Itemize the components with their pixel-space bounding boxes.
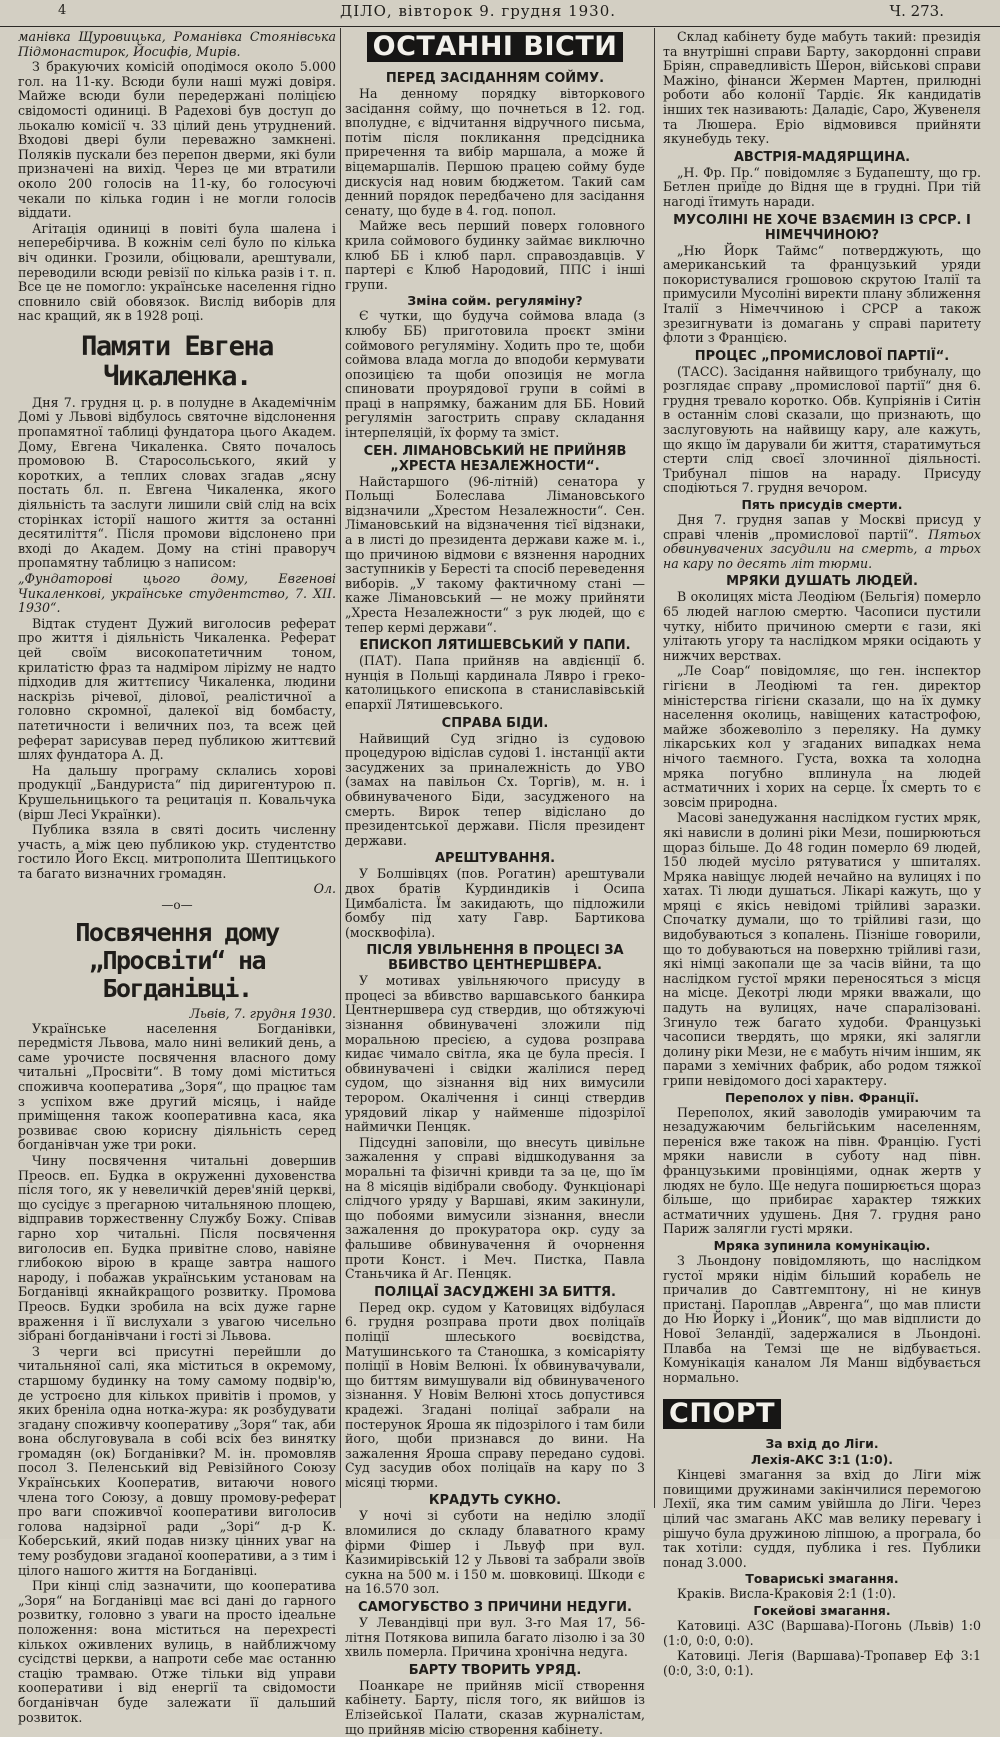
article-text: „Ню Йорк Таймс“ потверджують, що американський та французький уряди покористувалися грошовою скрутою Італії та примусили Мусоліні виректи плану зближення Італії з Німеччиною і СРСР а також зрезигнувати із домагань у справі паритету флоти з Францією. (663, 242, 981, 346)
article-text: Поанкаре не прийняв місії створення кабінету. Барту, після того, як вийшов із Елізейської Палати, сказав журналістам, що прийняв місію створення кабінету. (345, 1677, 645, 1737)
article-text: У Болшівцях (пов. Рогатин) арештували двох братів Курдиндиків і Осипа Цимбаліста. Їм закидають, що підложили бомбу під хату Гавр. Бартикова (москвофіла). (345, 866, 645, 940)
news-headline: МРЯКИ ДУШАТЬ ЛЮДЕЙ. (726, 574, 918, 590)
column-left (18, 29, 336, 1725)
article-text: Перед окр. судом у Катовицях відбулася 6. грудня розправа проти двох поліцаїв поліції шлеського воєвідства, Матушинського та Станошка, з комісаріяту поліції в Новім Велюні. Їх обвинувачували, що биттям вимушували від обвинуваченого зізнання. У Новім Велюні хтось допустився крадежі. Згадані поліцаї забрали на постерунок Яроша як підозрілого і там били його, щоби признався до вини. На зажалення Яроша справу передано судові. Суд засудив обох поліцаїв на кару по 3 місяці тюрми. (345, 1299, 645, 1490)
article-text-lead: Дня 7. грудня запав у Москві присуд у справі членів „промислової партії“. (663, 512, 981, 542)
news-headline: ЕПИСКОП ЛЯТИШЕВСЬКИЙ У ПАПИ. (359, 638, 631, 654)
article-text: „Ле Соар“ повідомляє, що ген. інспектор гігієни в Леодіюмі та ген. директор міністерства гігієни сказали, що на їх думку населення околиць, навіщених катастрофою, майже збожеволіло з переляку. На думку лікарських кол у згаданих випадках нема нічого таємного. Густа, вохка та холодна мряка погубно вплинула на людей астматичних і хорих на серце. Їх смерть то є зовсім природна. (663, 663, 981, 810)
article-text: Агітація одиниці в повіті була шалена і неперебірчива. В кожнім селі було по кілька віч одинки. Грозили, обіцювали, арештували, переводили всюди ревізії по кілька разів і т. п. Все це не помогло: українське населення гідно сповнило свій обовязок. Вислід виборів для нас кращий, як в 1928 році. (18, 220, 336, 324)
news-subheadline: Переполох у півн. Франції. (724, 1089, 920, 1105)
article-text: При кінці слід зазначити, що кооператива „Зоря“ на Богданівці має всі дані до гарного розвитку, головно з уваги на просто ідеальне положення: вона міститься на перехресті кількох оживлених вулиць, в найближчому сусідстві церкви, а напроти себе має останню стацію трамваю. Отже тільки від управи кооперативи і від енергії та свідомости богданівчан буде залежати її дальший розвиток. (18, 1578, 336, 1725)
match-result: Катовиці. Легія (Варшава)-Тропавер Еф 3:1 (0:0, 3:0, 0:1). (663, 1648, 981, 1678)
match-result: Краків. Висла-Краковія 2:1 (1:0). (677, 1586, 896, 1602)
news-subheadline: Мряка зупинила комунікацію. (713, 1237, 931, 1253)
article-text: Майже весь перший поверх головного крила соймового будинку займає виключно клюб ББ і клюб парл. справоздавців. У партері є Клюб Народовий, ППС і інші групи. (345, 218, 645, 292)
news-subheadline: Пять присудів смерти. (741, 497, 903, 513)
column-rule (340, 28, 341, 1508)
page-number: 4 (58, 3, 67, 18)
news-headline: БАРТУ ТВОРИТЬ УРЯД. (408, 1662, 582, 1678)
news-headline: АВСТРІЯ-МАДЯРЩИНА. (733, 149, 911, 165)
article-text: В околицях міста Леодіюм (Бельгія) померло 65 людей наглою смертю. Часописи пустили чутку, нібито причиною смерти є гази, які улітають угору та наслідком мряки осідають у нижчих верствах. (663, 589, 981, 663)
section-banner-sport: СПОРТ (663, 1399, 781, 1429)
news-headline: ПРОЦЕС „ПРОМИСЛОВОЇ ПАРТІЇ“. (694, 348, 950, 364)
news-headline: САМОГУБСТВО З ПРИЧИНИ НЕДУГИ. (358, 1600, 632, 1616)
inscription-text: „Фундаторові цього дому, Евгенові Чикаленкові, українське студентство, 7. XII. 1930“. (18, 571, 336, 616)
article-text: З черги всі присутні перейшли до читальняної салі, яка міститься в окремому, старшому будинку на тому самому подвір'ю, де устроєно для кількох привітів і промов, у яких бреніла одна нотка-журa: як розбудувати згадану споживчу кооперативу „Зоря“ так, аби вона обслуговувала в собі всіх без винятку громадян (ок) Богданівки? М. ін. промовляв посол З. Пеленський від Ревізійного Союзу Українських Кооператив, витаючи нового члена того Союзу, а довшу промову-реферат про ваги споживчої кооперативи виголосив голова надзірної ради „Зорі“ д-р К. Коберський, який подав низку цінних уваг на тему розбудови згаданої кооперативи, а з тим і цілого нашого життя на Богданівці. (18, 1343, 336, 1578)
match-result: Катовиці. АЗС (Варшава)-Погонь (Львів) 1:0 (1:0, 0:0, 0:0). (663, 1618, 981, 1648)
news-headline: ПЕРЕД ЗАСІДАННЯМ СОЙМУ. (385, 71, 605, 86)
sport-headline: Лехія-АКС 3:1 (1:0). (751, 1452, 893, 1468)
article-text: (ПАТ). Папа прийняв на авдієнції б. нунція в Польщі кардинала Лявро і греко-католицького епископа в станиславівській епархії Лятишевського. (345, 653, 645, 712)
column-rule (654, 28, 655, 1508)
article-text: Найстаршого (96-літній) сенатора у Польщі Болеслава Лімановського відзначили „Хрестом Незалежности“. Сен. Лімановський на відзначення тієї відзнаки, а в листі до президента держави каже м. і., що причиною відмови є вязнення народних заступників у Берестi та спосіб переведення виборів. „У такому фактичному стані — каже Лімановський — не можу прийняти „Хреста Незалежности“ з рук людей, що є тепер кермі держави“. (345, 473, 645, 635)
article-text: Відтак студент Дужий виголосив реферат про життя і діяльність Чикаленка. Реферат цей своїм високопатетичним тоном, крилатістю фраз та надміром лірizму не надто підходив для життєпису Чикаленка, людини наскрізь річевої, ділової, реалістичної а головно скромної, далекої від бомбасту, патетичности і величних поз, та всеж цей реферат зарисував перед публикою життєвий шлях фундатора А. Д. (18, 615, 336, 763)
article-text: Масові занедужання наслідком густих мряк, які нависли в долині ріки Мези, поширюються щораз більше. До 48 годин померло 69 людей, 150 людей мусіло рятуватися у шпиталях. Мряка навіщує людей нечайно на вулицях і по хатах. Ті люди душаться. Лікарі кажуть, що у мряці є якісь невідомі трійливі заразки. Спочатку думали, що то трійливі гази, що видобуваються з копалень. Пізніше говорили, що то добуваються на поверхню трійливі гази, які німці закопали ще за часів війни, та що наслідком густої мряки переносяться з місця на місце. Декотрі люди мряки вважали, що падуть на вулицях, наче спаралізовані. Згинуло теж багато худоби. Французькі часописи твердять, що мряки, які залягли долину ріки Мези, не є мабуть нічим іншим, як парами з хемічних фабрик, або родом тяжкої грипи невідомого досі характеру. (663, 810, 981, 1088)
article-text: У мотивах увільняючого присуду в процесі за вбивство варшавського банкира Центнершвера суд ствердив, що обтяжуючі зізнання обвинувачені зложили під моральною пресією, а судова розправа кидає чимало світла, яка це була пресія. І обвинувачені і свідки жалілися перед судом, що зізнання від них вимусили терором. Окалічення і синці ствердив урядовий лікар у найменше підозрілої наймички Пенцяк. (345, 973, 645, 1135)
verdict-text: Пятьох обвинувачених засудили на смерть, а трьох на кару по десять літ тюрми. (663, 526, 981, 571)
article-text: (ТАСС). Засідання найвищого трибуналу, що розглядає справу „промислової партії“ дня 6. грудня тревало коротко. Обв. Купріянів і Ситін в останнім слові сказали, що признають, що заслуговують на найвищу кару, але кажуть, що якщо їм дарували би життя, старатимуться стерти слід своєї злочинної діяльності. Трибунал пішов на нараду. Присуду сподіються 7. грудня вечором. (663, 363, 981, 496)
article-text: На денному порядку вівторкового засідання сойму, що почнеться в 12. год. вполудне, є відчитання відручного письма, потім після покликання предсідника приречення та вибір маршала, а може й віцемаршалів. Першою працею сойму буде дискусія над новим бюджетом. Такий сам денний порядок передбачено для засідання сенату, що буде в 4. год. попол. (345, 86, 645, 218)
author-signature: Ол. (313, 881, 336, 897)
article-text: Є чутки, що будуча соймова влада (з клюбу ББ) приготовила проєкт зміни соймового регуляміну. Ходить про те, щоби соймова влада могла до вподоби кермувати опозицією та щоби опозиція не могла спиновати проурядової групи в соймі в праці в напрямку, бажаним для ББ. Новий регулямін загострить справу складання інтерпеляцій, їх форму та зміст. (345, 308, 645, 441)
article-text: Підсудні заповіли, що внесуть цивільне зажалення у справі відшкодування за моральні та фізичні кривди та за це, що їм на 8 місяців відібрали свободу. Функціонарі слідчого уряду у Варшаві, яким закинули, що побоями вимусили зізнання, внесли зажалення до прокуратора окр. суду за фальшиве обвинувачення й очорнення проти Конст. і Меч. Пистка, Павла Станьчика й Аг. Пенцяк. (345, 1134, 645, 1282)
sport-headline: За вхід до Ліги. (765, 1436, 879, 1452)
column-middle (345, 30, 645, 1737)
masthead-date: ДІЛО, вівторок 9. грудня 1930. (340, 2, 617, 20)
headline-chykalenko: Памяти Евгена Чикаленка. (81, 330, 273, 392)
article-text: „Н. Фр. Пр.“ повідомляє з Будапешту, що гр. Бетлен приїде до Відня ще в грудні. При тій нагоді їтимуть наради. (663, 164, 981, 209)
article-text: Кінцеві змагання за вхід до Ліги між повищими дружинами закінчилися перемогою Лехії, яка тим самим увійшла до Ліги. Через цілий час змагань АКС мав велику перевагу і рішучо була дружиною ліпшою, а програла, бо так хотіли: суддя, публика і res. Публики понад 3.000. (663, 1467, 981, 1570)
column-right (663, 29, 981, 1678)
news-headline: СПРАВА БІДИ. (441, 715, 549, 731)
sport-headline: Гокейові змагання. (753, 1603, 891, 1619)
news-subheadline: Зміна сойм. регуляміну? (407, 293, 583, 309)
article-text: Чину посвячення читальні довершив Преосв. еп. Будка в окруженні духовенства після того, як у невеличкій дерев'яній церкві, що сусідує з прегарною читальняною площею, відправив торжественну Службу Божу. Співав гарно хор читальні. Після посвячення виголосив еп. Будка привітне слово, навіяне глибокою вірою в краще завтра нашого народу, і побажав українським установам на Богданівці якнайкращого розвитку. Промова Преосв. Будки зробила на всіх дуже гарне враження і її вислухали з увагою чисельно зібрані богданівчани і гості зі Львова. (18, 1153, 336, 1344)
news-headline: ПОЛІЦАЇ ЗАСУДЖЕНІ ЗА БИТТЯ. (374, 1284, 616, 1300)
article-text: У ночі зі суботи на неділю злодії вломилися до складу блаватного краму фірми Фішер і Львуф при вул. Казимирівській 12 у Львові та забрали звоїв сукна на 500 м. і 150 м. шовковиці. Шкоди є на 16.570 зол. (345, 1508, 645, 1597)
news-headline: МУСОЛІНІ НЕ ХОЧЕ ВЗАЄМИН ІЗ СРСР. І НІМЕЧЧИНОЮ? (673, 212, 971, 243)
headline-prosvita: Посвячення дому „Просвіти“ на Богданівці. (75, 918, 279, 1004)
article-text: У Левандівці при вул. 3-го Мая 17, 56-літня Потякова випила багато лізолю і за 30 хвиль померла. Причина хронічна недуга. (345, 1615, 645, 1660)
page-header (0, 0, 1000, 27)
news-headline: СЕН. ЛІМАНОВСЬКИЙ НЕ ПРИЙНЯВ „ХРЕСТА НЕЗАЛЕЖНОСТИ“. (363, 443, 627, 474)
article-text: Найвищий Суд згідно із судовою процедурою відіслав судові 1. інстанції акти засуджених за приналежність до УВО (замах на павільон Сх. Торгів), м. н. і обвинуваченого Біди, засудженого на смерть. Вирок тепер відіслано до президентської держави. Після президент держави. (345, 730, 645, 848)
separator: —o— (161, 898, 193, 913)
article-text: З Льондону повідомляють, що наслідком густої мряки нідім більший корабель не причалив до Савтгемптону, ні не кинув пристані. Пароплав „Авренга“, що мав плисти до Ню Йорку і „Йоник“, що мав відплисти до Нової Зеландії, задержалися в Льондоні. Плавба на Темзі ще не відбувається. Комунікація каналом Ля Манш відбувається нормально. (663, 1252, 981, 1385)
news-headline: ПІСЛЯ УВІЛЬНЕННЯ В ПРОЦЕСІ ЗА ВБИВСТВО ЦЕНТНЕРШВЕРА. (366, 943, 624, 974)
article-text: Публика взяла в святі досить численну участь, а між цею публикою укр. студентство гостило Його Ексц. митрополита Шептицького та багато визначних громадян. (18, 822, 336, 881)
article-text: З бракуючих комісій оподімося около 5.000 гол. на 11-ку. Всюди були наші мужі довіря. Майже всюди були передержані поліцією свідомості одиниці. В Радехові був доступ до льокалю комісії ч. 33 цілий день утруднений. Входові двері були переважно замкнені. Поляків пускали без перепон дверми, які були призначені на вихід. Через це ми втратили около 200 голосів на 11-ку, бо голосуючі чекали по кілька годин і не могли голосів віддати. (18, 59, 336, 221)
issue-number: Ч. 273. (889, 2, 944, 20)
article-text: Українське населення Богданівки, передмістя Львова, мало нині великий день, а саме урочисте посвячення власного дому читальні „Просвіти“. В тому домі міститься споживча кооператива „Зоря“, що працює там з успіхом вже другий місяць, і найде приміщення також кооперативна каса, яка розвиває свою корисну діяльність серед богданівчан уже три роки. (18, 1020, 336, 1153)
article-text: На дальшу програму склались хорові продукції „Бандуриста“ під диригентурою п. Крушельницького та рецитація п. Ковальчука (вірш Лесі Українки). (18, 762, 336, 822)
article-text: Склад кабінету буде мабуть такий: президія та внутрішні справи Барту, закордонні справи Бріян, справедливість Шерон, військові справи Мажіно, фінанси Жермен Мартен, прилюдні роботи або колонії Тардіє. Як кандидатів інших тек називають: Даладіє, Саро, Жувенеля та Люшера. Еріо відмовився прийняти якунебудь теку. (663, 29, 981, 147)
news-headline: КРАДУТЬ СУКНО. (428, 1493, 562, 1509)
sport-headline: Товариські змагання. (745, 1571, 899, 1587)
article-text: манівка Щуровицька, Романівка Стоянівська Підмонастирок, Йосифів, Мирів. (18, 29, 336, 59)
article-text: Переполох, який заволодів умираючим та незадужаючим бельгійським населенням, переніся вже також на півн. Францію. Густі мряки нависли в суботу над півн. французькими провінціями, однак жертв у людях не було. Ще недуга поширюється щораз більше, що прибирає характер тяжких астматичних удушень. Дня 7. грудня рано Париж залягли густі мряки. (663, 1104, 981, 1237)
article-text: Дня 7. грудня ц. р. в полудне в Академічнім Домі у Львові відбулось святочне відслонення пропамятної таблиці фундатора цього Академ. Дому, Евгена Чикаленка. Свято почалось промовою В. Старосольського, який у коротких, а теплих словах згадав „ясну постать бл. п. Евгена Чикаленка, якого діяльність та заслуги лишили свій слід на всіх сторінках історії нашого життя за останні десятиліття“. Після промови відслонено при вході до Академ. Дому на стіні праворуч пропамятну таблицю з написом: (18, 394, 336, 571)
section-banner-latest-news: ОСТАННІ ВІСТИ (367, 32, 624, 62)
dateline: Львів, 7. грудня 1930. (189, 1006, 336, 1022)
article-text (663, 513, 981, 571)
news-headline: АРЕШТУВАННЯ. (434, 851, 556, 867)
